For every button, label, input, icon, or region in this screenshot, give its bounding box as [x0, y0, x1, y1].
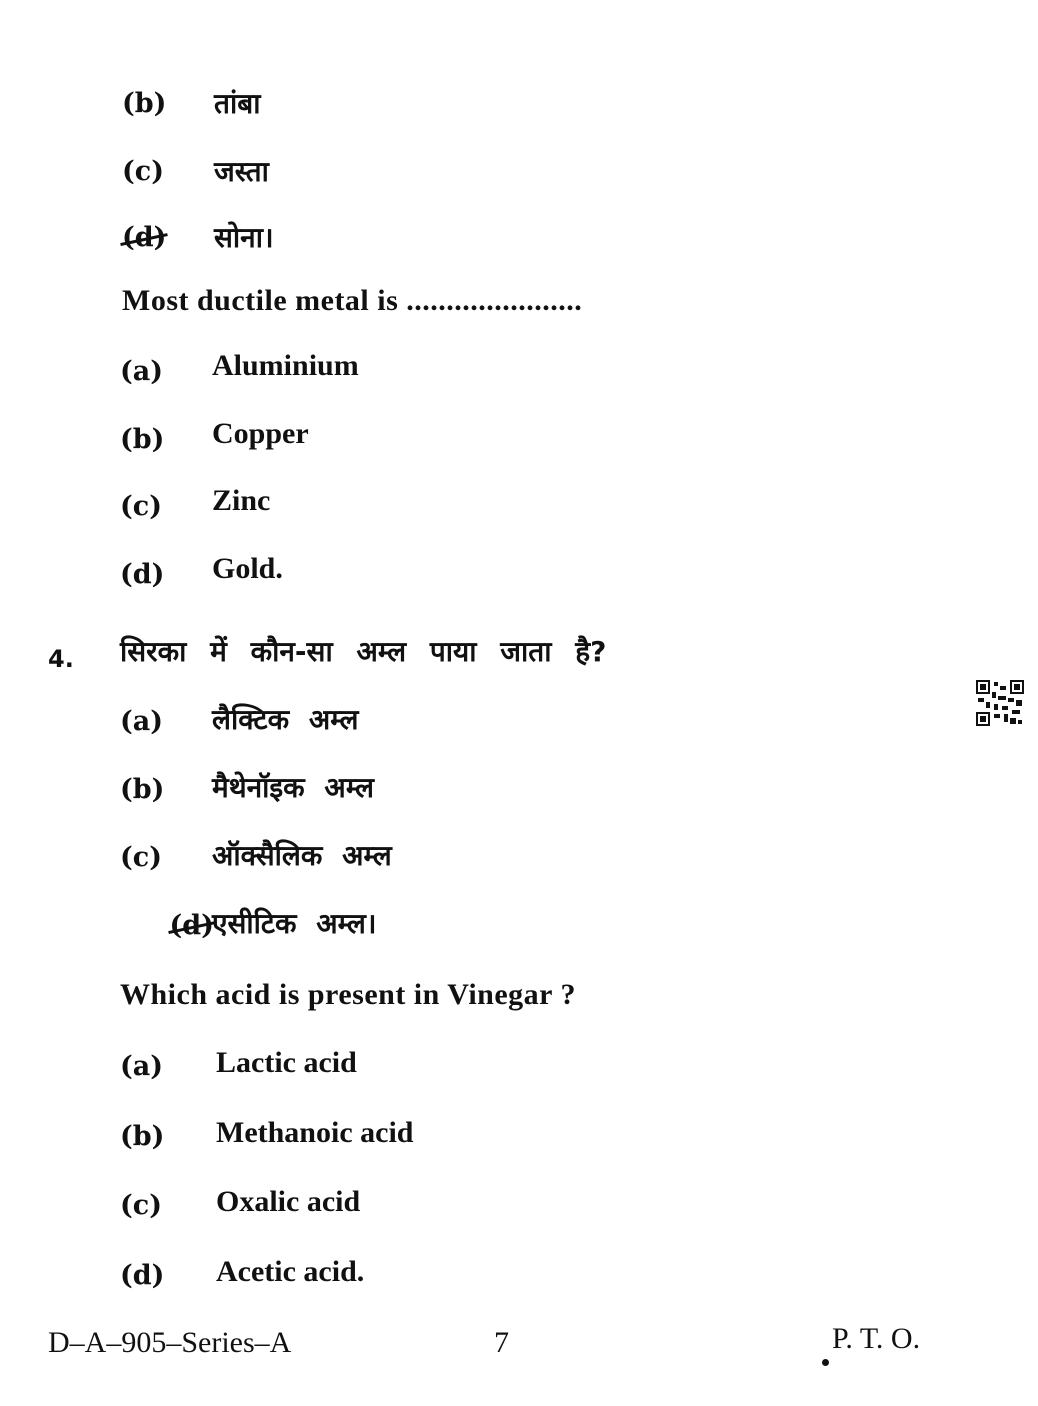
qr-code-icon: [976, 680, 1024, 726]
q3-option-d-text: Gold.: [212, 552, 283, 585]
ink-dot: [822, 1359, 829, 1366]
page-number: 7: [494, 1326, 509, 1359]
q4-hindi-option-d-text: एसीटिक अम्ल।: [212, 907, 377, 940]
q4-option-b-label: (b): [120, 1121, 165, 1152]
q3-option-c-label: (c): [120, 491, 162, 522]
q4-hindi-stem: सिरका में कौन-सा अम्ल पाया जाता है?: [120, 635, 607, 668]
q4-option-d-label: (d): [120, 1260, 165, 1291]
q4-hindi-option-b-label: (b): [120, 774, 165, 805]
q3-option-b-label: (b): [120, 424, 165, 455]
q4-english-stem: Which acid is present in Vinegar ?: [120, 978, 576, 1011]
q3-english-stem: Most ductile metal is ......................: [122, 284, 583, 317]
q3-option-b-text: Copper: [212, 417, 309, 450]
q3-hindi-option-c-label: (c): [122, 156, 164, 187]
pto-label: P. T. O.: [832, 1322, 921, 1355]
q4-hindi-option-c-text: ऑक्सैलिक अम्ल: [212, 839, 392, 872]
q4-option-c-text: Oxalic acid: [216, 1185, 361, 1218]
q3-hindi-option-b-text: तांबा: [214, 87, 261, 120]
q4-hindi-option-a-text: लैक्टिक अम्ल: [212, 703, 359, 736]
q3-option-a-label: (a): [120, 356, 164, 387]
paper-code: D–A–905–Series–A: [48, 1326, 292, 1359]
q4-option-c-label: (c): [120, 1190, 162, 1221]
q3-hindi-option-b-label: (b): [122, 88, 167, 119]
q4-hindi-option-a-label: (a): [120, 706, 164, 737]
q4-option-b-text: Methanoic acid: [216, 1116, 414, 1149]
q4-hindi-option-d-label: (d): [169, 910, 214, 941]
q3-hindi-option-d-label: (d): [122, 222, 167, 253]
q3-hindi-option-c-text: जस्ता: [214, 155, 269, 188]
q4-hindi-option-b-text: मैथेनॉइक अम्ल: [212, 771, 375, 804]
q4-hindi-option-c-label: (c): [120, 842, 162, 873]
q3-option-c-text: Zinc: [212, 484, 271, 517]
q4-option-d-text: Acetic acid.: [216, 1255, 365, 1288]
q4-option-a-label: (a): [120, 1051, 164, 1082]
q3-option-a-text: Aluminium: [212, 349, 359, 382]
q4-number: 4.: [48, 645, 74, 673]
q4-option-a-text: Lactic acid: [216, 1046, 357, 1079]
q3-option-d-label: (d): [120, 559, 165, 590]
q3-hindi-option-d-text: सोना।: [214, 221, 274, 254]
